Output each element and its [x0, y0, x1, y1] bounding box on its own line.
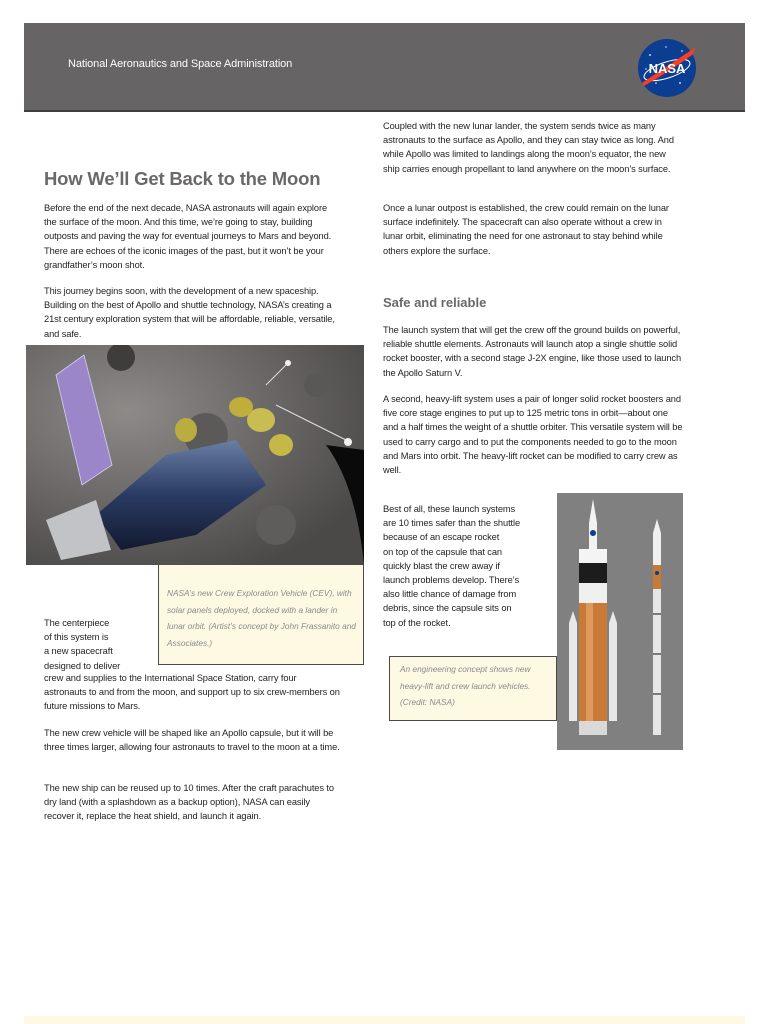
page-title: How We’ll Get Back to the Moon: [44, 168, 321, 189]
agency-name: National Aeronautics and Space Administration: [68, 58, 293, 70]
launch-vehicles-illustration: [557, 493, 683, 750]
reuse-paragraph: The new ship can be reused up to 10 times. After the craft parachutes to dry land (with a splashdown as a backup option), NASA can easily recover it, replace the heat shield, and launch it again.: [44, 783, 334, 822]
launch-system-paragraph: The launch system that will get the crew off the ground builds on powerful, reliable shuttle elements. Astronauts will launch atop a single shuttle solid rocket booster, with a second stage J-2X engine, like those used to launch the Apollo Saturn V.: [383, 325, 682, 378]
safety-lines: Best of all, these launch systems are 10 times safer than the shuttle because of an escape rocket on top of the capsule that can quickly blast the crew away if launch problems develop. There’s also little chance of damage from debris, since the capsule sits on top of the rocket.: [383, 504, 521, 628]
spacecraft-caption: NASA’s new Crew Exploration Vehicle (CEV), with solar panels deployed, docked with a lander in lunar orbit. (Artist’s concept by John Frassanito and Associates.): [158, 565, 364, 665]
outpost-paragraph: Once a lunar outpost is established, the crew could remain on the lunar surface indefinitely. The spacecraft can also operate without a crew in lunar orbit, eliminating the need for one astronaut to stay behind while others explore the surface.: [383, 203, 669, 256]
lander-paragraph: Coupled with the new lunar lander, the system sends twice as many astronauts to the surface as Apollo, and they can stay twice as long. And while Apollo was limited to landings along the moon’s equator, the new ship carries enough propellant to land anywhere on the moon’s surface.: [383, 121, 674, 174]
heavy-lift-paragraph: A second, heavy-lift system uses a pair of longer solid rocket boosters and five core stage engines to put up to 125 metric tons in orbit—about one and a half times the weight of a shuttle orbiter. This versatile system will be used to carry cargo and to put the components needed to go to the moon and Mars into orbit. The heavy-lift rocket can be modified to carry crew as well.: [383, 394, 683, 476]
nasa-logo-icon: [636, 37, 698, 99]
section-heading-safe-reliable: Safe and reliable: [383, 295, 487, 310]
header-banner: [24, 23, 745, 112]
journey-paragraph: This journey begins soon, with the development of a new spaceship. Building on the best of Apollo and shuttle technology, NASA’s creating a 21st century exploration system that will be affordable, reliable, versatile, and safe.: [44, 286, 335, 339]
intro-paragraph: Before the end of the next decade, NASA astronauts will again explore the surface of the moon. And this time, we’re going to stay, building outposts and paving the way for eventual journeys to Mars and beyond. There are echoes of the iconic images of the past, but it won’t be your grandfather’s moon shot.: [44, 203, 332, 270]
footer-band: [24, 1016, 745, 1024]
centerpiece-lines: The centerpiece of this system is a new spacecraft designed to deliver: [44, 618, 121, 671]
spacecraft-illustration: [26, 345, 364, 565]
crew-vehicle-paragraph: The new crew vehicle will be shaped like an Apollo capsule, but it will be three times larger, allowing four astronauts to travel to the moon at a time.: [44, 728, 340, 753]
centerpiece-paragraph: crew and supplies to the International Space Station, carry four astronauts to and from the moon, and support up to six crew-members on future missions to Mars.: [44, 673, 340, 712]
rockets-caption: An engineering concept shows new heavy-lift and crew launch vehicles. (Credit: NASA): [389, 656, 557, 721]
svg-text:NASA: NASA: [648, 61, 686, 76]
